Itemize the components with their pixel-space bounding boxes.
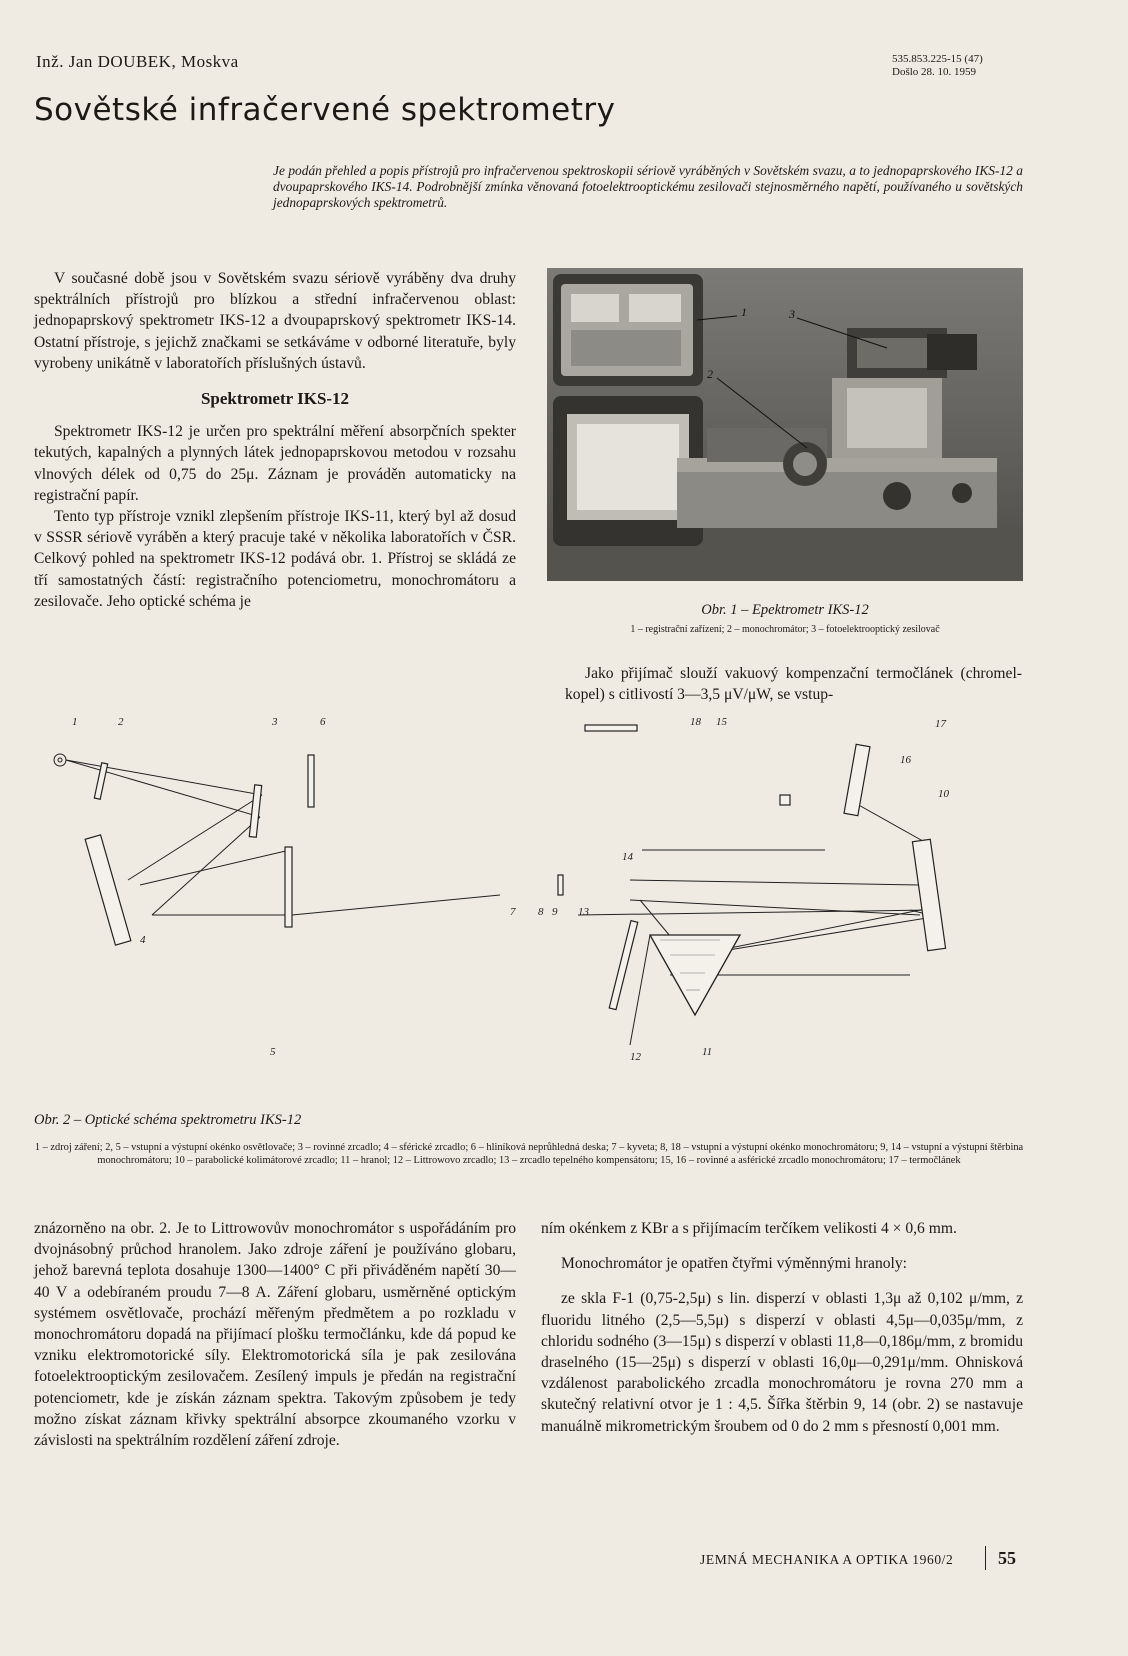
- received-date: Došlo 28. 10. 1959: [892, 66, 977, 78]
- diagram-label-14: 14: [622, 851, 633, 863]
- diagram-label-10: 10: [938, 788, 949, 800]
- right-column-top: [565, 663, 1022, 705]
- udc-block: [892, 53, 1022, 79]
- diagram-label-2: 2: [118, 716, 124, 728]
- intro-paragraph: V současné době jsou v Sovětském svazu sériově vyráběny dva druhy spektrálních přístrojů pro blízkou a střední infračervenou oblast: jednopaprskový spektrometr IKS-12 a dvoupaprskový spektrometr IKS-14. Ostatní přístroje, s jejichž značkami se setkáváme v odborné literatuře, byly vyrobeny unikátně v laboratořích příslušných ústavů.: [34, 270, 516, 372]
- figure1-legend: 1 – registrační zařízení; 2 – monochromátor; 3 – fotoelektrooptický zesilovač: [630, 624, 940, 635]
- author-line: Inž. Jan DOUBEK, Moskva: [36, 52, 239, 71]
- diagram-label-1: 1: [72, 716, 78, 728]
- diagram-label-11: 11: [702, 1046, 713, 1058]
- figure1-caption: Obr. 1 – Epektrometr IKS-12: [701, 602, 869, 618]
- bottom-right-column: [541, 1218, 1023, 1437]
- diagram-label-7: 7: [510, 906, 516, 918]
- udc-code: 535.853.225-15 (47): [892, 53, 983, 65]
- diagram-label-18: 18: [690, 716, 701, 728]
- optical-schema-drawing: [30, 716, 1025, 1120]
- photo-label-1: 1: [741, 305, 747, 319]
- paragraph-continued: ním okénkem z KBr a s přijímacím terčíkem velikosti 4 × 0,6 mm.: [541, 1220, 957, 1237]
- journal-footer: JEMNÁ MECHANIKA A OPTIKA 1960/2: [700, 1552, 954, 1567]
- paragraph-prisms: ze skla F-1 (0,75-2,5μ) s lin. disperzí v oblasti 1,3μ až 0,102 μ/mm, z fluoridu litného (2,5—5,5μ) s disperzí v oblasti 4,5μ—0,035μ/mm, z chloridu sodného (3—15μ) s disperzí v oblasti 11,8—0,186μ/mm, z bromidu draselného (15—25μ) s disperzí v oblasti 16,0μ—0,291μ/mm. Ohnisková vzdálenost parabolického zrcadla monochromátoru je rovna 270 mm a skutečný relativní otvor je 1 : 4,5. Šířka štěrbin 9, 14 (obr. 2) se nastavuje manuálně mikrometrickým šroubem od 0 do 2 mm s přesností 0,001 mm.: [541, 1290, 1023, 1435]
- photo-label-2: 2: [707, 367, 713, 381]
- section-heading: Spektrometr IKS-12: [200, 389, 350, 409]
- diagram-label-13: 13: [578, 906, 589, 918]
- page-number: 55: [998, 1548, 1016, 1568]
- left-column-top: [34, 268, 516, 612]
- diagram-label-17: 17: [935, 718, 946, 730]
- paragraph: Monochromátor je opatřen čtyřmi výměnnými hranoly:: [561, 1255, 908, 1273]
- diagram-label-16: 16: [900, 754, 911, 766]
- figure2-optical-schema: [30, 716, 1025, 1120]
- footer-divider: [985, 1546, 986, 1570]
- abstract: Je podán přehled a popis přístrojů pro infračervenou spektroskopii sériově vyráběných v Sovětském svazu, a to jednopaprskového IKS-12 a dvoupaprskového IKS-14. Podrobnější zmínka věnovaná fotoelektrooptickému zesilovači stejnosměrného napětí, používaného u sovětských jednopaprskových spektrometrů.: [273, 163, 1023, 210]
- paragraph: Spektrometr IKS-12 je určen pro spektrální měření absorpčních spekter tekutých, kapalných a plynných látek jednopaprskovou metodou v rozsahu vlnových délek od 0,75 do 25μ. Záznam je prováděn automaticky na registrační papír.: [34, 423, 516, 504]
- diagram-label-5: 5: [270, 1046, 276, 1058]
- bottom-left-column: [34, 1218, 516, 1451]
- figure2-legend: 1 – zdroj záření; 2, 5 – vstupní a výstupní okénko osvětlovače; 3 – rovinné zrcadlo; 4 – sférické zrcadlo; 6 – hliníková neprůhledná deska; 7 – kyveta; 8, 18 – vstupní a výstupní okénko monochromátoru; 9, 14 – vstupní a výstupní štěrbina monochromátoru; 10 – parabolické kolimátorové zrcadlo; 11 – hranol; 12 – Littrowovo zrcadlo; 13 – zrcadlo tepelného kompensátoru; 15, 16 – rovinné a asférické zrcadlo monochromátoru; 17 – termočlánek: [34, 1142, 1024, 1166]
- diagram-label-15: 15: [716, 716, 727, 728]
- diagram-label-8: 8: [538, 906, 544, 918]
- diagram-label-6: 6: [320, 716, 326, 728]
- paragraph: Jako přijímač slouží vakuový kompenzační termočlánek (chromel-kopel) s citlivostí 3—3,5 μV/μW, se vstup-: [565, 665, 1022, 704]
- paragraph: znázorněno na obr. 2. Je to Littrowovův monochromátor s uspořádáním pro dvojnásobný průchod hranolem. Jako zdroje záření je používáno globaru, jehož barevná teplota dosahuje 1300—1400° C při přiváděném napětí 30—40 V a odebíraném proudu 7—8 A. Záření globaru, usměrněné optickým systémem osvětlovače, prochází měřeným předmětem a po rozkladu v monochromátoru dopadá na přijímací plošku termočlánku, kde dá popud ke vzniku elektromotorické síly. Elektromotorická síla je pak zesilována fotoelektrooptickým zesilovačem. Zesílený impuls je předán na registrační potenciometr, kde je získán záznam spektra. Takovým způsobem je tedy možno získat záznam křivky spektrální absorpce zkoumaného vzorku v závislosti na spektrálním rozdělení záření zdroje.: [34, 1220, 516, 1450]
- diagram-label-12: 12: [630, 1051, 641, 1063]
- figure2-caption: Obr. 2 – Optické schéma spektrometru IKS-12: [34, 1112, 302, 1128]
- diagram-label-9: 9: [552, 906, 558, 918]
- photo-label-3: 3: [789, 307, 795, 321]
- diagram-label-3: 3: [272, 716, 278, 728]
- article-title: Sovětské infračervené spektrometry: [34, 92, 616, 128]
- figure1-photo: [547, 268, 1023, 581]
- paragraph: Tento typ přístroje vznikl zlepšením přístroje IKS-11, který byl až dosud v SSSR sériově vyráběn a který pracuje také v několika laboratořích v ČSR. Celkový pohled na spektrometr IKS-12 podává obr. 1. Přístroj se skládá ze tří samostatných částí: registračního potenciometru, monochromátoru a zesilovače. Jeho optické schéma je: [34, 508, 516, 610]
- spectrometer-photo-drawing: [547, 268, 1023, 581]
- diagram-label-4: 4: [140, 934, 146, 946]
